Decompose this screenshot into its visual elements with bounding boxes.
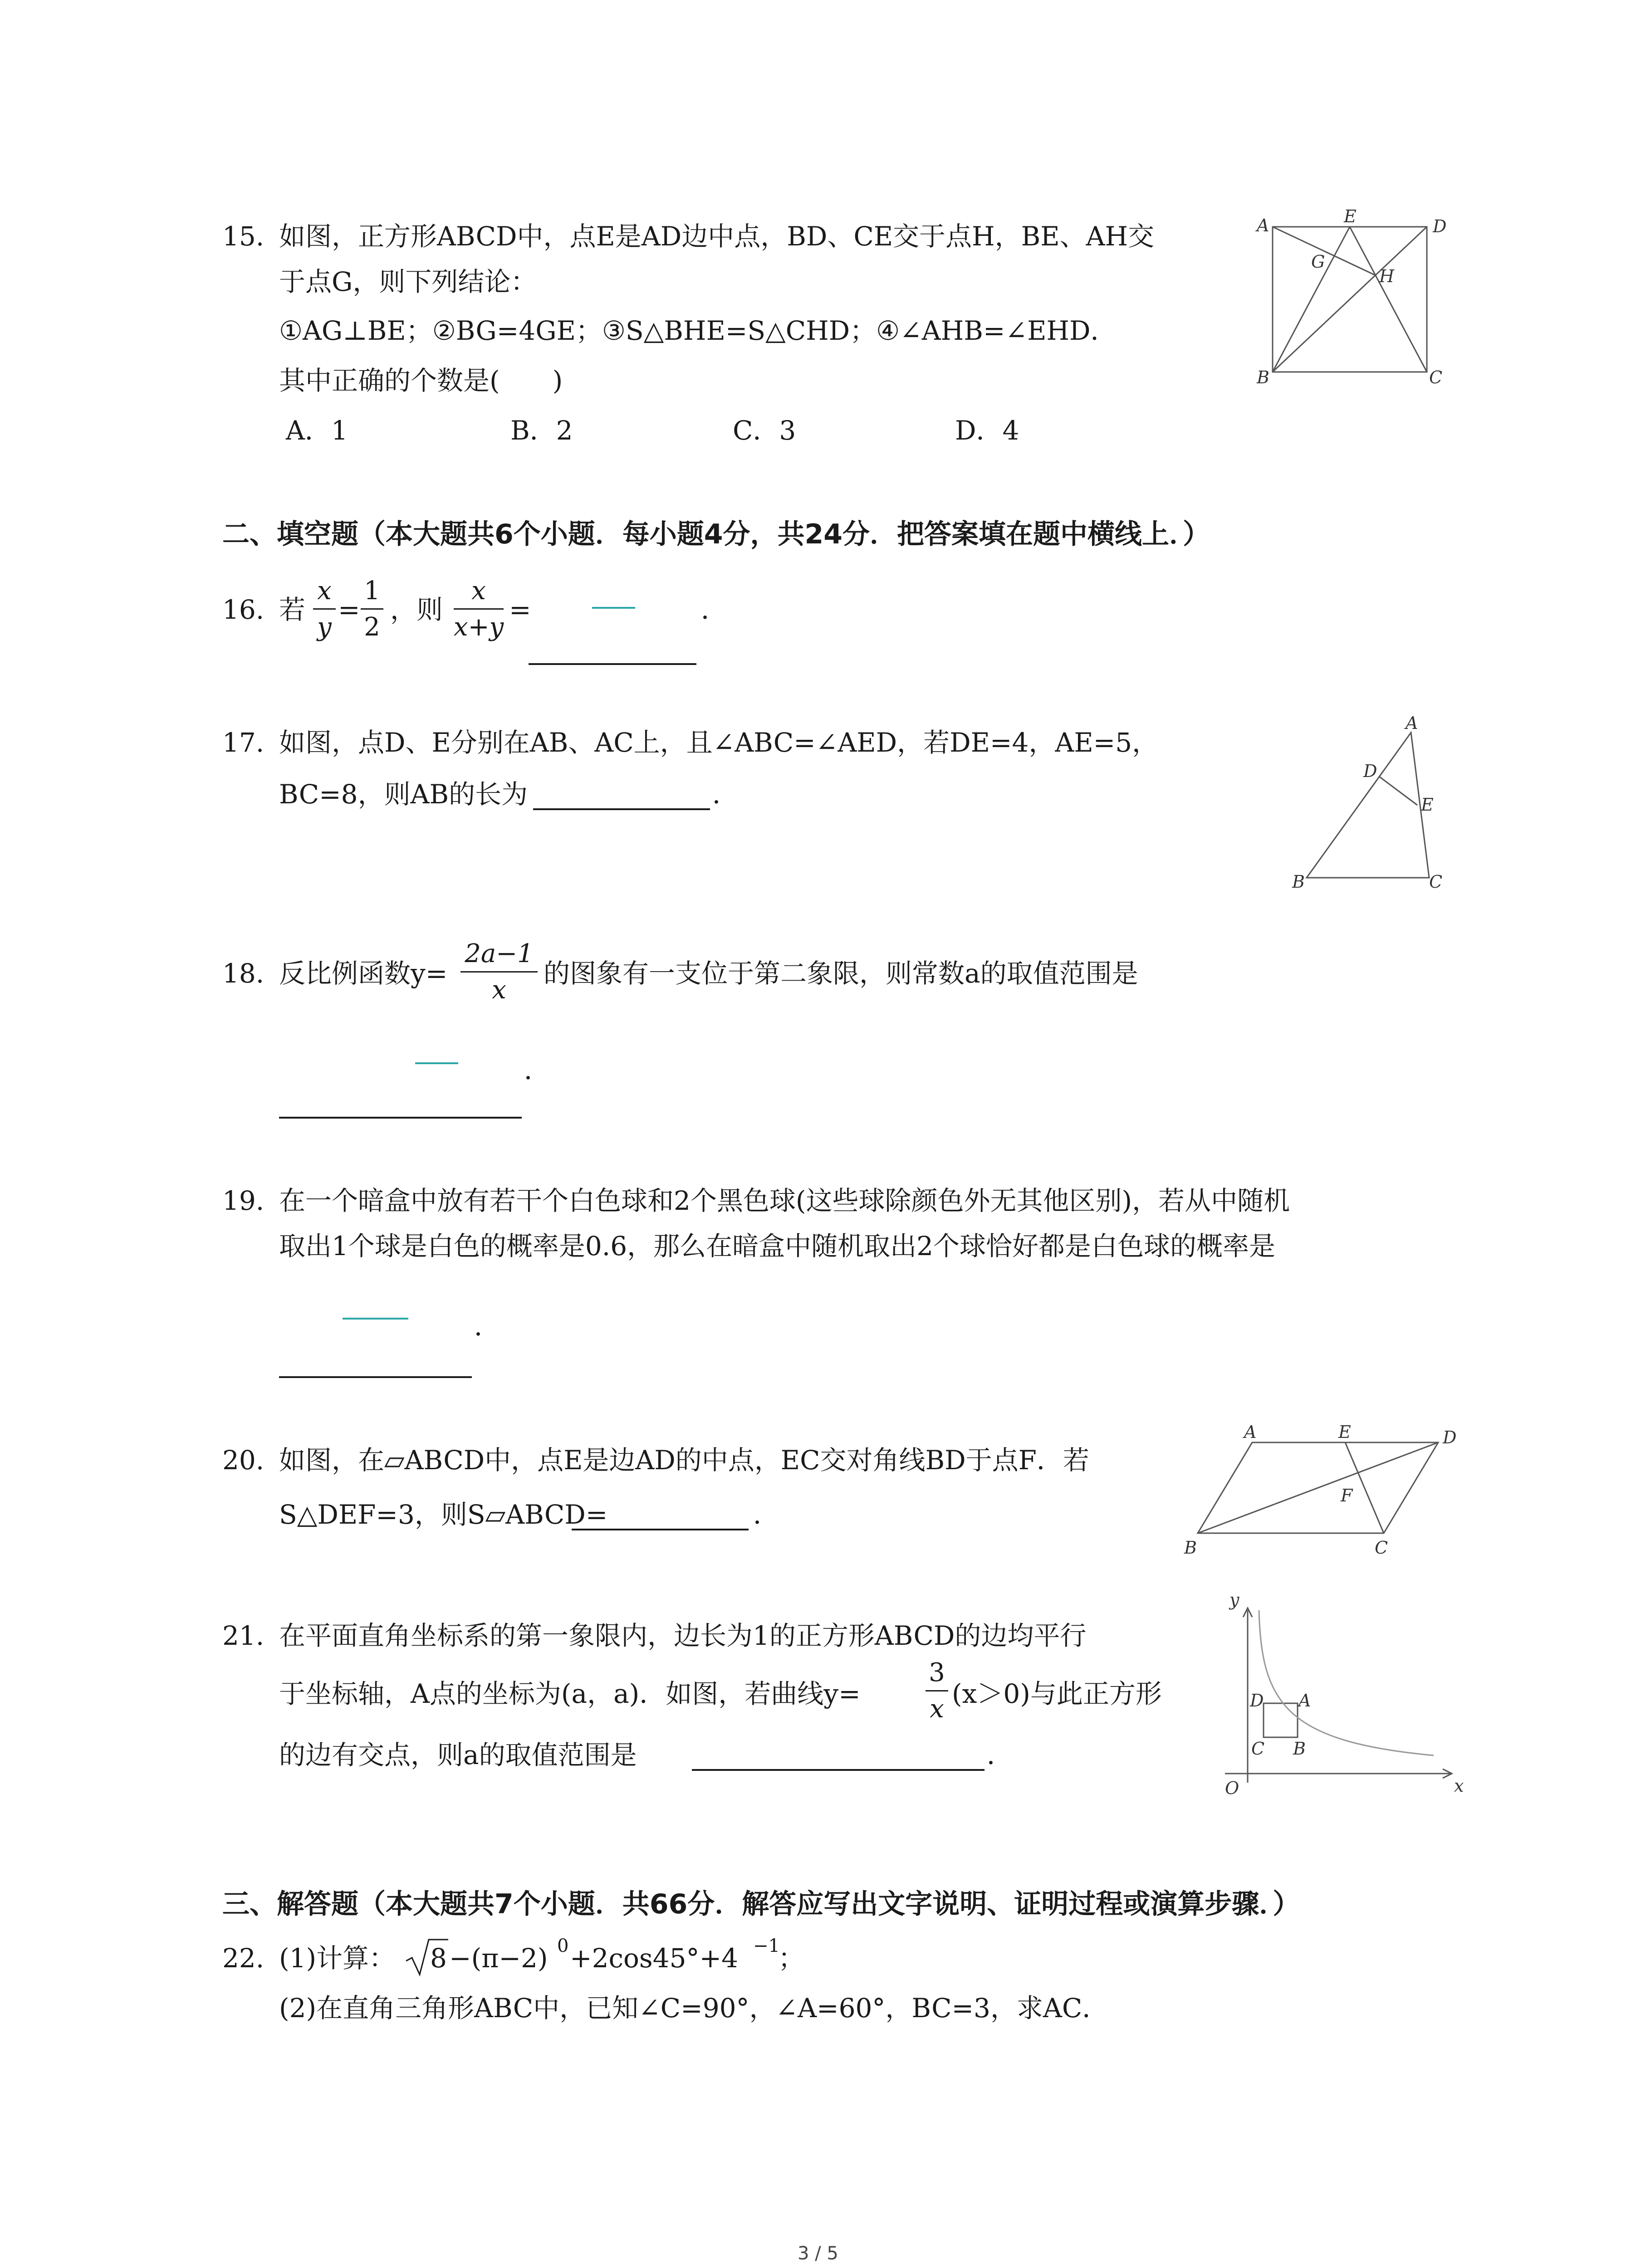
q21-coordinate-figure: [1198, 1592, 1465, 1805]
q19-line2: 取出1个球是白色的概率是0.6，那么在暗盒中随机取出2个球恰好都是白色球的概率是: [279, 1231, 1276, 1261]
q15-conclusions: ①AG⊥BE；②BG=4GE；③S△BHE=S△CHD；④∠AHB=∠EHD．: [279, 315, 1117, 346]
q18-prefix: 反比例函数y=: [279, 958, 448, 989]
q15-option-d: D．4: [955, 415, 1019, 446]
q21-fig-label-d: D: [1250, 1691, 1264, 1711]
q16-number: 16.: [222, 594, 265, 625]
q16-period: ．: [701, 594, 728, 625]
q18-fraction: [460, 939, 538, 1005]
q15-line2: 于点G，则下列结论：: [279, 266, 537, 297]
q22-radicand: 8: [430, 1943, 447, 1974]
q16-fraction-one-half: [361, 576, 383, 642]
page-number: 3 / 5: [798, 2243, 838, 2264]
q16-frac1-num: x: [317, 576, 332, 606]
q22-exponent-zero: 0: [557, 1936, 569, 1956]
q20-fig-label-c: C: [1375, 1538, 1388, 1558]
q15-line1: 如图，正方形ABCD中，点E是AD边中点，BD、CE交于点H，BE、AH交: [279, 221, 1155, 252]
q17-fig-label-d: D: [1363, 761, 1377, 781]
q16-fraction-x-over-y: [313, 576, 336, 642]
q20-fig-label-a: A: [1244, 1424, 1257, 1442]
q17-fig-label-c: C: [1429, 872, 1443, 892]
q20-parallelogram-figure: [1171, 1424, 1470, 1565]
q22-exponent-neg-one: −1: [753, 1936, 780, 1956]
q20-period: ．: [753, 1499, 780, 1530]
q20-answer-blank[interactable]: [572, 1529, 749, 1530]
q22-expr-part2: +2cos45°+4: [570, 1943, 738, 1974]
q18-frac-num: 2a−1: [465, 939, 534, 968]
q15-square-figure: [1243, 204, 1461, 395]
q21-fig-label-o: O: [1225, 1778, 1239, 1798]
q17-line2: BC=8，则AB的长为: [279, 779, 528, 810]
q21-fraction-3-over-x: [926, 1658, 948, 1724]
q21-line1: 在平面直角坐标系的第一象限内，边长为1的正方形ABCD的边均平行: [279, 1620, 1087, 1651]
q16-frac2-num: 1: [364, 576, 380, 606]
q15-fig-label-c: C: [1429, 367, 1443, 387]
q15-fig-label-a: A: [1257, 215, 1269, 235]
q17-answer-blank[interactable]: [533, 808, 710, 810]
q15-fig-label-g: G: [1311, 252, 1325, 272]
q21-fig-label-x: x: [1454, 1776, 1464, 1796]
q15-option-a: A．1: [286, 415, 348, 446]
q20-fig-label-e: E: [1338, 1424, 1351, 1442]
q17-fig-label-a: A: [1406, 714, 1418, 733]
q21-line2b: (x＞0)与此正方形: [952, 1678, 1162, 1709]
q18-answer-mark: [415, 1062, 458, 1064]
q18-answer-blank[interactable]: [279, 1117, 522, 1119]
q19-number: 19.: [222, 1185, 265, 1216]
q16-fraction-x-over-x-plus-y: [454, 576, 504, 642]
q17-line1: 如图，点D、E分别在AB、AC上，且∠ABC=∠AED，若DE=4，AE=5，: [279, 727, 1159, 758]
q15-number: 15.: [222, 221, 265, 252]
q20-fig-label-f: F: [1341, 1486, 1353, 1505]
q19-line1: 在一个暗盒中放有若干个白色球和2个黑色球(这些球除颜色外无其他区别)，若从中随机: [279, 1185, 1290, 1216]
q20-fig-label-b: B: [1184, 1538, 1197, 1558]
q21-number: 21.: [222, 1620, 265, 1651]
q15-fig-label-d: D: [1433, 216, 1447, 236]
q18-period: ．: [524, 1055, 551, 1085]
q15-fig-label-b: B: [1257, 367, 1269, 387]
q22-part2: (2)在直角三角形ABC中，已知∠C=90°，∠A=60°，BC=3，求AC．: [279, 1993, 1109, 2024]
q16-frac1-den: y: [317, 612, 332, 642]
q19-answer-blank[interactable]: [279, 1376, 472, 1378]
q20-line1: 如图，在▱ABCD中，点E是边AD的中点，EC交对角线BD于点F．若: [279, 1445, 1089, 1476]
q16-prefix: 若: [279, 594, 306, 625]
q15-option-b: B．2: [510, 415, 573, 446]
q16-answer-mark: [592, 607, 635, 609]
q21-line3: 的边有交点，则a的取值范围是: [279, 1740, 637, 1770]
q20-fig-label-d: D: [1443, 1427, 1457, 1447]
q19-period: ．: [474, 1311, 501, 1342]
q20-line2: S△DEF=3，则S▱ABCD=: [279, 1499, 608, 1530]
q22-part1-label: (1)计算：: [279, 1943, 396, 1974]
q21-period: ．: [987, 1740, 1014, 1770]
q16-equals-2: =: [509, 594, 531, 625]
q21-fig-label-b: B: [1293, 1739, 1306, 1759]
q21-answer-blank[interactable]: [692, 1769, 985, 1771]
q17-fig-label-b: B: [1292, 872, 1305, 892]
q22-expr-part1: −(π−2): [449, 1943, 548, 1974]
q16-frac3-den: x+y: [454, 612, 504, 642]
q15-fig-label-h: H: [1379, 266, 1395, 286]
q17-number: 17.: [222, 727, 265, 758]
q16-equals-1: =: [338, 594, 360, 625]
q16-then: ，则: [390, 594, 443, 625]
q22-number: 22.: [222, 1943, 265, 1974]
q15-option-c: C．3: [733, 415, 796, 446]
q17-fig-label-e: E: [1421, 795, 1434, 815]
q15-fig-label-e: E: [1344, 206, 1357, 226]
q21-line2a: 于坐标轴，A点的坐标为(a，a)．如图，若曲线y=: [279, 1678, 861, 1709]
q16-answer-blank[interactable]: [529, 663, 696, 665]
q15-prompt: 其中正确的个数是( ): [279, 365, 563, 396]
q21-fig-label-a: A: [1298, 1691, 1311, 1711]
q17-triangle-figure: [1279, 714, 1470, 896]
q21-fig-label-c: C: [1251, 1739, 1265, 1759]
section-2-header: 二、填空题（本大题共6个小题．每小题4分，共24分．把答案填在题中横线上．）: [222, 518, 1210, 550]
q19-answer-mark: [343, 1318, 408, 1320]
q17-period: ．: [712, 779, 739, 810]
q21-frac-num: 3: [929, 1658, 945, 1687]
q18-frac-den: x: [492, 975, 506, 1005]
q22-semicolon: ；: [778, 1943, 805, 1974]
q18-text: 的图象有一支位于第二象限，则常数a的取值范围是: [544, 958, 1138, 989]
q20-number: 20.: [222, 1445, 265, 1476]
q16-frac2-den: 2: [364, 612, 380, 642]
section-3-header: 三、解答题（本大题共7个小题．共66分．解答应写出文字说明、证明过程或演算步骤．）: [222, 1888, 1300, 1920]
q18-number: 18.: [222, 958, 265, 989]
q21-fig-label-y: y: [1230, 1592, 1239, 1610]
q21-frac-den: x: [930, 1694, 944, 1724]
q16-frac3-num: x: [471, 576, 486, 606]
